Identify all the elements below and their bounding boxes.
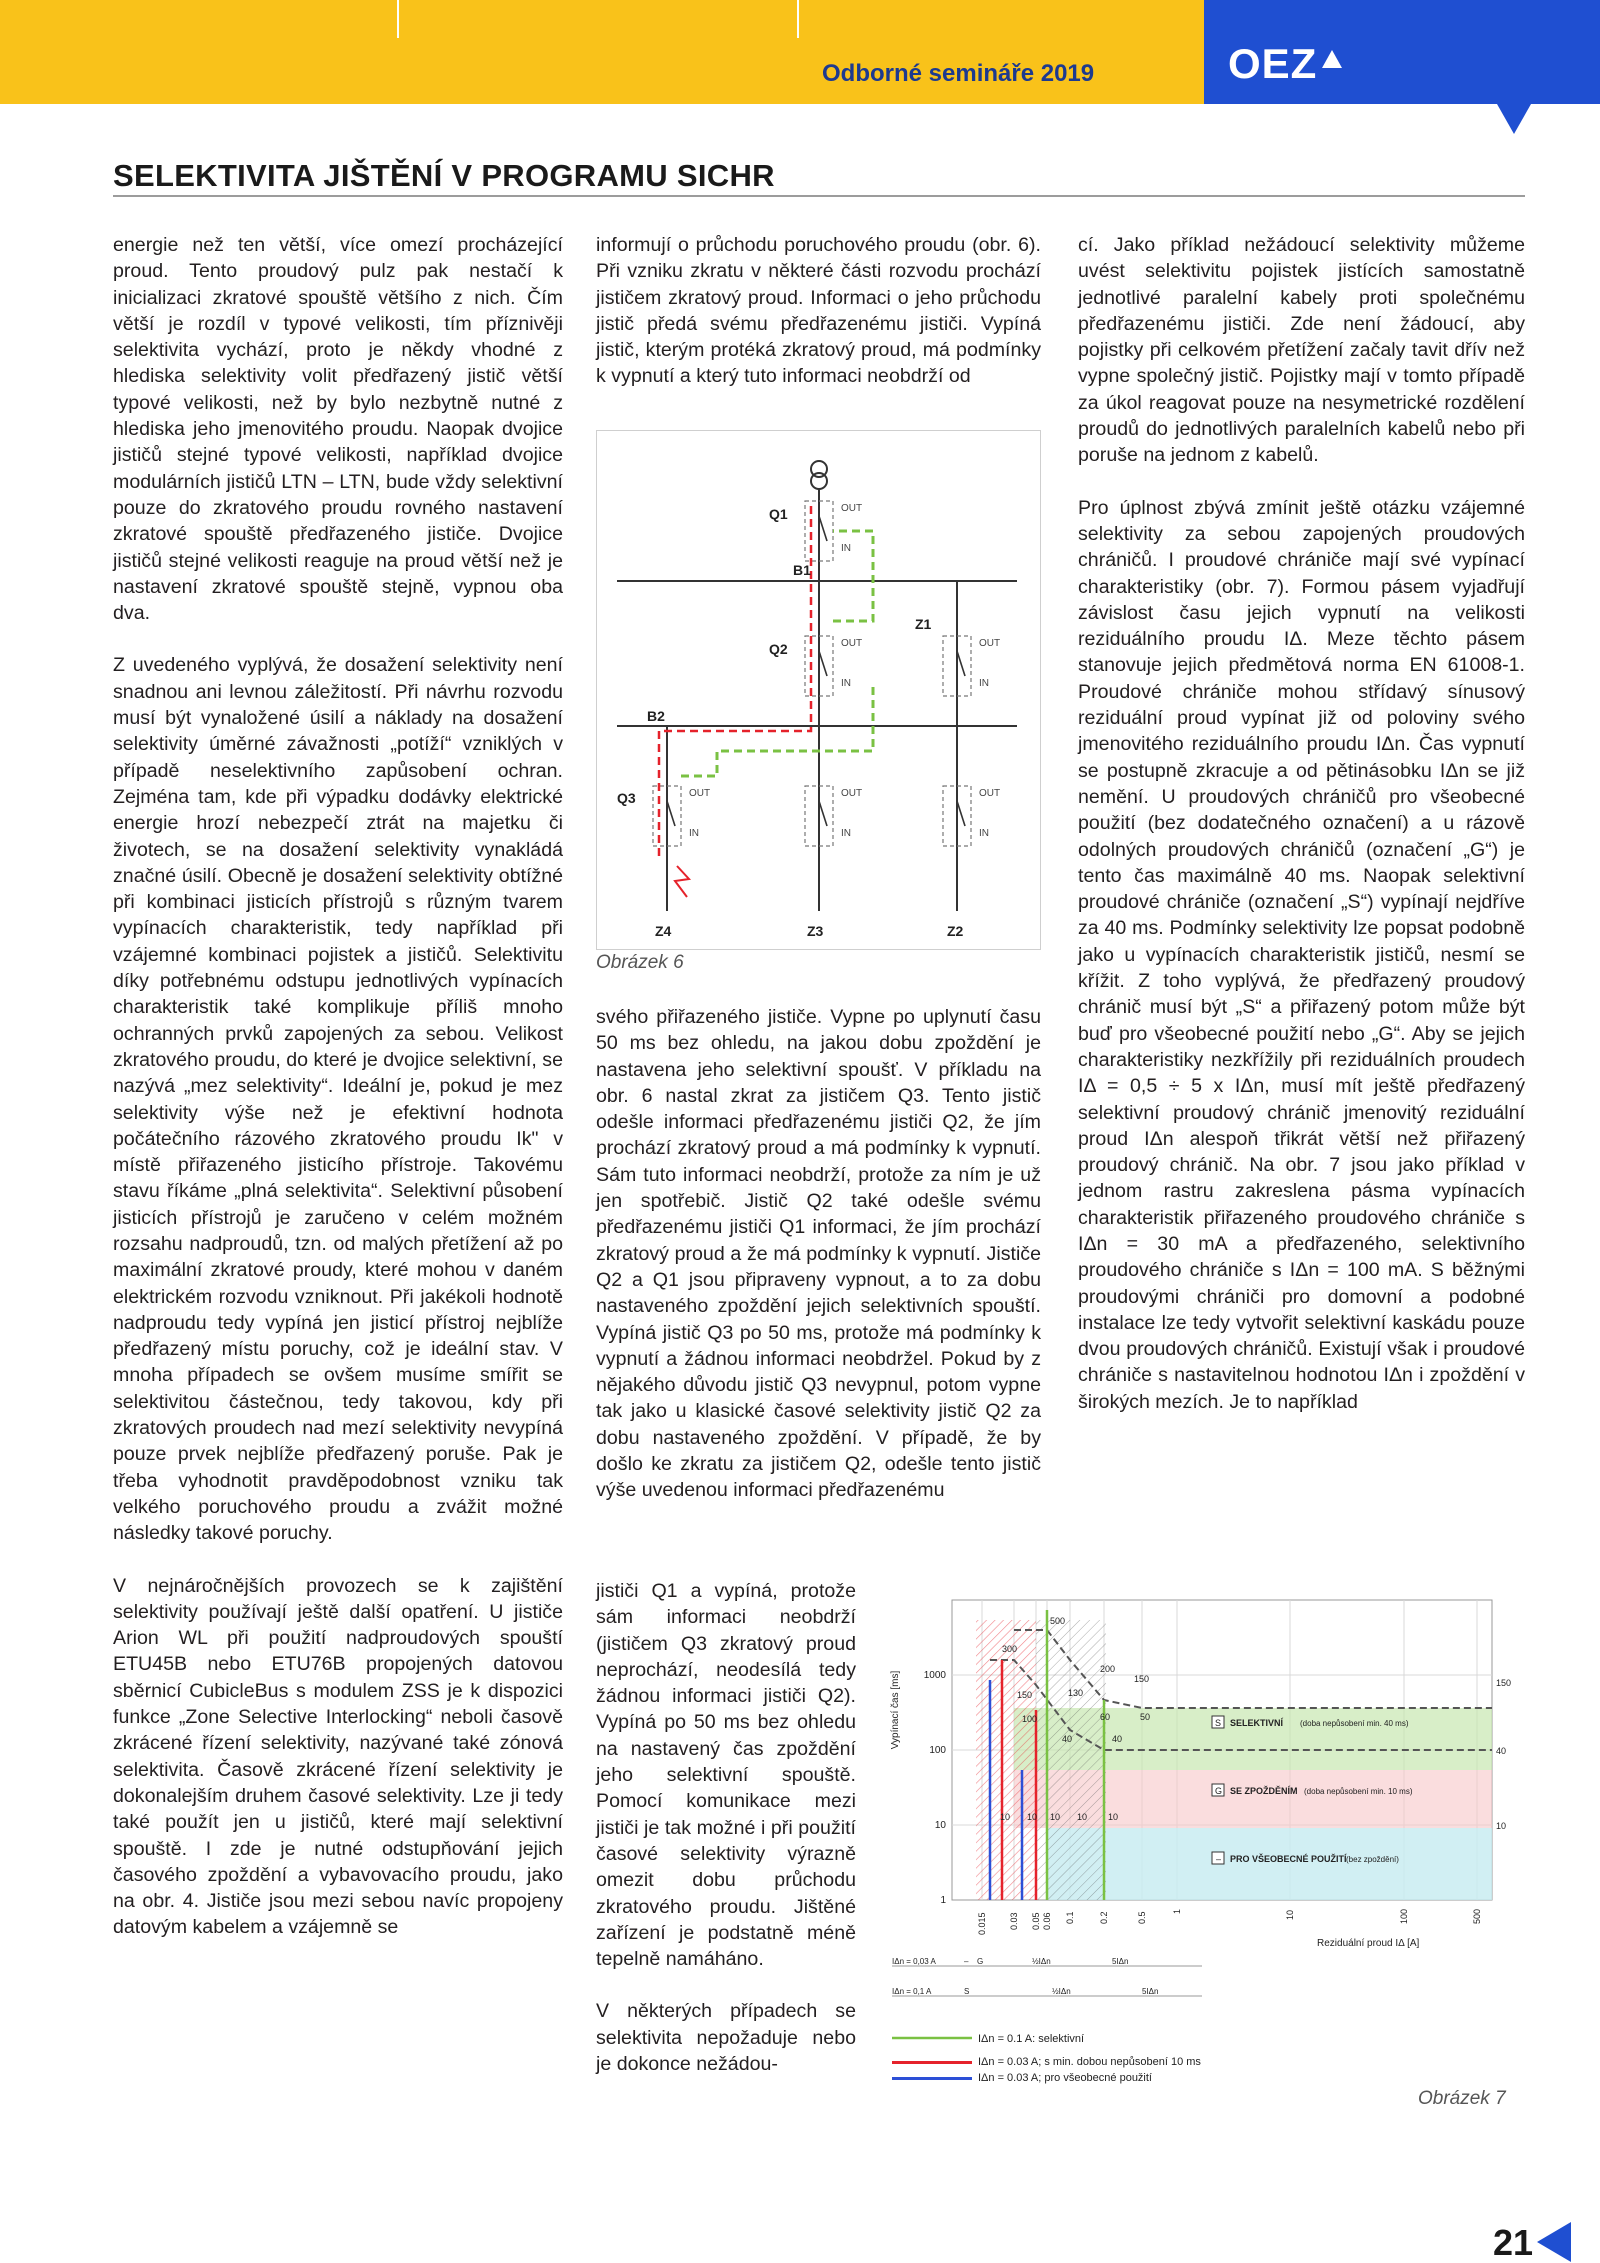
svg-text:0.2: 0.2 (1099, 1911, 1109, 1924)
svg-text:OUT: OUT (841, 788, 863, 799)
svg-text:OUT: OUT (979, 788, 1001, 799)
svg-text:150: 150 (1496, 1678, 1512, 1688)
svg-text:IN: IN (841, 543, 851, 554)
svg-text:0.1: 0.1 (1065, 1911, 1075, 1924)
x-axis-label: Reziduální proud IΔ [A] (1317, 1938, 1420, 1949)
svg-text:S: S (1215, 1718, 1222, 1728)
trip-characteristic-chart (872, 1590, 1525, 2050)
label-z4: Z4 (655, 923, 672, 939)
svg-text:10: 10 (1000, 1812, 1011, 1822)
svg-text:IN: IN (979, 678, 989, 689)
title-divider (113, 195, 1525, 197)
svg-text:(doba nepůsobení min. 10 ms): (doba nepůsobení min. 10 ms) (1304, 1787, 1413, 1796)
paragraph: V některých případech se selektivita nepožaduje nebo je dokonce nežádou- (596, 2000, 856, 2076)
svg-text:(bez zpoždění): (bez zpoždění) (1346, 1855, 1399, 1864)
band-general (1047, 1828, 1492, 1900)
svg-text:130: 130 (1068, 1688, 1084, 1698)
svg-text:150: 150 (1134, 1674, 1150, 1684)
legend-swatch (892, 2061, 972, 2064)
svg-text:500: 500 (1472, 1908, 1482, 1924)
svg-text:60: 60 (1100, 1712, 1111, 1722)
legend-item: IΔn = 0.03 A; s min. dobou nepůsobení 10 ms (892, 2054, 1292, 2070)
svg-text:–: – (1216, 1854, 1222, 1864)
svg-text:PRO VŠEOBECNÉ POUŽITÍ: PRO VŠEOBECNÉ POUŽITÍ (1230, 1854, 1347, 1864)
svg-text:100: 100 (1399, 1908, 1409, 1924)
svg-text:10: 10 (1496, 1821, 1507, 1831)
svg-text:(doba nepůsobení min. 40 ms): (doba nepůsobení min. 40 ms) (1300, 1719, 1409, 1728)
svg-text:10: 10 (934, 1820, 946, 1831)
svg-text:100: 100 (929, 1745, 946, 1756)
header-divider (797, 0, 799, 38)
svg-text:IΔn = 0,03 A: IΔn = 0,03 A (892, 1957, 936, 1966)
svg-text:10: 10 (1050, 1812, 1061, 1822)
svg-text:OUT: OUT (841, 503, 863, 514)
svg-text:0.05: 0.05 (1031, 1912, 1041, 1930)
svg-text:G: G (977, 1957, 984, 1966)
svg-text:10: 10 (1285, 1909, 1295, 1920)
svg-text:IΔn = 0,1 A: IΔn = 0,1 A (892, 1987, 932, 1996)
figure-7-caption: Obrázek 7 (1418, 2088, 1506, 2109)
logo-triangle-icon (1321, 48, 1343, 70)
svg-text:0.015: 0.015 (977, 1912, 987, 1935)
paragraph: informují o průchodu poruchového proudu (obr. 6). Při vzniku zkratu v některé části rozvodu prochází jističem zkratový proud. Informaci o jeho průchodu jistič předá svému předřazenému jističi. Vypíná jistič, kterým protéká zkratový proud, má podmínky k vypnutí a který tuto informaci neobdrží od (596, 234, 1041, 388)
svg-text:1: 1 (1172, 1908, 1182, 1914)
label-z1: Z1 (915, 616, 932, 632)
svg-text:1: 1 (940, 1895, 946, 1906)
text-column-2-bottom (596, 1578, 856, 2180)
paragraph: V nejnáročnějších provozech se k zajištění selektivity používají ještě další opatření. U jističe Arion WL při použití nadproudových spouští ETU45B nebo ETU76B propojených datovou sběrnicí CubicleBus s modulem ZSS je k dispozici funkce „Zone Selective Interlocking“ neboli časově zkrácené řízení selektivity, nazývané také zónová selektivita. Časově zkrácené řízení selektivity je dokonalejším druhem časové selektivity. Lze ji tedy také použít jen u jističů, které mají selektivní spouště. I zde je nutné odstupňování jejich časového zpoždění a vybavovacího proudu, jako na obr. 4. Jističe jsou mezi sebou navíc propojeny datovým kabelem a vzájemně se (113, 1574, 563, 1939)
label-b1: B1 (793, 562, 811, 578)
svg-text:40: 40 (1062, 1734, 1073, 1744)
figure-6-caption: Obrázek 6 (596, 952, 684, 973)
svg-text:–: – (964, 1957, 969, 1966)
label-q3: Q3 (617, 790, 636, 806)
svg-text:SELEKTIVNÍ: SELEKTIVNÍ (1230, 1718, 1284, 1728)
svg-text:½IΔn: ½IΔn (1052, 1987, 1071, 1996)
svg-text:IN: IN (689, 828, 699, 839)
svg-text:1000: 1000 (923, 1670, 946, 1681)
svg-text:0.06: 0.06 (1042, 1912, 1052, 1930)
legend-swatch (892, 2077, 972, 2080)
svg-text:G: G (1215, 1786, 1223, 1796)
svg-text:OUT: OUT (689, 788, 711, 799)
label-z2: Z2 (947, 923, 964, 939)
text-column-3 (1078, 232, 1525, 1584)
svg-text:100: 100 (1022, 1714, 1038, 1724)
svg-text:IN: IN (979, 828, 989, 839)
svg-text:300: 300 (1002, 1644, 1018, 1654)
svg-text:10: 10 (1108, 1812, 1119, 1822)
svg-text:5IΔn: 5IΔn (1142, 1987, 1159, 1996)
svg-text:5IΔn: 5IΔn (1112, 1957, 1129, 1966)
zone-selectivity-diagram (597, 431, 1039, 948)
svg-text:10: 10 (1077, 1812, 1088, 1822)
svg-text:IΔn = 0.1 A: selektivní: IΔn = 0.1 A: selektivní (978, 2033, 1085, 2045)
svg-text:40: 40 (1496, 1746, 1507, 1756)
svg-text:10: 10 (1027, 1812, 1038, 1822)
label-q2: Q2 (769, 641, 788, 657)
logo-pointer-icon (1497, 104, 1531, 134)
svg-text:50: 50 (1140, 1712, 1151, 1722)
text-column-1 (113, 232, 563, 2162)
svg-text:S: S (964, 1987, 970, 1996)
header-divider (397, 0, 399, 38)
text-column-2-top (596, 232, 1041, 418)
fault-current-path (659, 506, 811, 861)
svg-text:0.03: 0.03 (1009, 1912, 1019, 1930)
fault-lightning-icon (675, 866, 689, 897)
figure-6-diagram (596, 430, 1041, 950)
text-column-2-middle (596, 1004, 1041, 1576)
label-z3: Z3 (807, 923, 824, 939)
paragraph: cí. Jako příklad nežádoucí selektivity můžeme uvést selektivitu pojistek jistících samostatně jednotlivé paralelní kabely proti společnému předřazenému jističi. Zde není žádoucí, aby pojistky při celkovém přetížení začaly tavit dřív než vypne společný jistič. Pojistky mají v tomto případě za úkol reagovat pouze na nesymetrické rozdělení proudů do jednotlivých paralelních kabelů nebo při poruše na jednom z kabelů. (1078, 234, 1525, 467)
svg-text:IN: IN (841, 678, 851, 689)
hatch-red (976, 1620, 1036, 1900)
paragraph: Z uvedeného vyplývá, že dosažení selektivity není snadnou ani levnou záležitostí. Při návrhu rozvodu musí být vynaložené úsilí a náklady na dosažení selektivity úměrné závažnosti „potíží“ vzniklých v případě neselektivního zapůsobení ochran. Zejména tam, kde při výpadku dodávky elektrické energie hrozí nebezpečí ztrát na majetku či životech, se na dosažení selektivity vynakládá značné úsilí. Obecně je dosažení selektivity obtížné při kombinaci jisticích přístrojů s různým tvarem vypínacích charakteristik, tedy například při vzájemné kombinaci pojistek a jističů. Selektivitu díky potřebnému odstupu jednotlivých vypínacích charakteristik také komplikuje příliš mnoho ochranných prvků zapojených za sebou. Velikost zkratového proudu, do které je dvojice selektivní, se nazývá „mez selektivity“. Ideální je, pokud je mez selektivity výše než je efektivní hodnota počátečního rázového zkratového proudu Ik" v místě přiřazeného jisticího přístroje. Takovému stavu říkáme „plná selektivita“. Selektivní působení jisticích přístrojů je zaručeno v celém možném rozsahu nadproudů, tzn. od malých přetížení až po maximální zkratové proudy, které mohou v daném elektrickém rozvodu vzniknout. Při jakékoli hodnotě nadproudu tedy vypíná jen jisticí přístroj nejblíže předřazený místu poruchy, což je ideální stav. V mnoha případech se ovšem musíme smířit se selektivitou částečnou, tedy takovou, kdy při zkratových proudech nad mezí selektivity nevypíná pouze prvek nejblíže předřazený poruše. Pak je třeba vyhodnotit pravděpodobnost vzniku tak velkého poruchového proudu a zvážit možné následky takové poruchy. (113, 654, 563, 1545)
svg-text:IN: IN (841, 828, 851, 839)
page-title: SELEKTIVITA JIŠTĚNÍ V PROGRAMU SICHR (113, 158, 775, 193)
svg-text:0.5: 0.5 (1137, 1911, 1147, 1924)
svg-text:40: 40 (1112, 1734, 1123, 1744)
page-pointer-icon (1537, 2222, 1571, 2262)
paragraph: svého přiřazeného jističe. Vypne po uplynutí času 50 ms bez ohledu, na jakou dobu zpoždění je nastavena jeho selektivní spoušť. V příkladu na obr. 6 nastal zkrat za jističem Q3. Tento jistič odešle informaci předřazenému jističi Q2, že jím prochází zkratový proud a má podmínky k vypnutí. Sám tuto informaci neobdrží, protože za ním je už jen spotřebič. Jistič Q2 také odešle svému předřazenému jističi Q1 informaci, že jím prochází zkratový proud a že má podmínky k vypnutí. Jističe Q2 a Q1 jsou připraveny vypnout, a to za dobu nastaveného zpoždění jejich selektivních spouští. Vypíná jistič Q3 po 50 ms, protože má podmínky k vypnutí a žádnou informaci neobdržel. Pokud by z nějakého důvodu jistič Q3 nevypnul, potom vypne tak jako u klasické časové selektivity jistič Q2 za dobu nastaveného zpoždění. V případě, že by došlo ke zkratu za jističem Q2, odešle tento jistič výše uvedenou informaci předřazenému (596, 1006, 1041, 1502)
page-number: 21 (1493, 2222, 1534, 2263)
chart-legend-lower (892, 2054, 1292, 2086)
figure-7-trip-characteristics (872, 1590, 1525, 2050)
legend-item: IΔn = 0.03 A; pro všeobecné použití (892, 2070, 1292, 2086)
header-tagline: Odborné semináře 2019 (822, 60, 1095, 87)
label-b2: B2 (647, 708, 665, 724)
paragraph: jističi Q1 a vypíná, protože sám informaci neobdrží (jističem Q3 zkratový proud neprochází, neodesílá tedy žádnou informaci jističi Q2). Vypíná po 50 ms bez ohledu na nastavený čas zpoždění jeho selektivní spouště. Pomocí komunikace mezi jističi je tak možné i při použití časové selektivity výrazně omezit dobu průchodu zkratového proudu. Jištěné zařízení je podstatně méně tepelně namáháno. (596, 1580, 856, 1971)
svg-text:OUT: OUT (841, 638, 863, 649)
brand-logo (1204, 0, 1600, 104)
svg-text:200: 200 (1100, 1664, 1116, 1674)
svg-text:SE ZPOŽDĚNÍM: SE ZPOŽDĚNÍM (1230, 1786, 1298, 1796)
paragraph: Pro úplnost zbývá zmínit ještě otázku vzájemné selektivity za sebou zapojených proudových chráničů. I proudové chrániče mají své vypínací charakteristiky (obr. 7). Formou pásem vyjadřují závislost času jejich vypnutí na velikosti reziduálního proudu IΔ. Meze těchto pásem stanovuje jejich předmětová norma EN 61008-1. Proudové chrániče mohou střídavý sínusový reziduální proud vypínat již od poloviny svého jmenovitého reziduálního proudu IΔn. Čas vypnutí se postupně zkracuje a od pětinásobku IΔn se již nemění. U proudových chráničů pro všeobecné použití (bez dodatečného označení) a u rázově odolných proudových chráničů (označení „G“) je tento čas maximálně 40 ms. Naopak selektivní proudové chrániče (označení „S“) vypínají nejdříve za 40 ms. Podmínky selektivity lze popsat podobně jako u vypínacích charakteristik jističů, nesmí se křížit. Z toho vyplývá, že předřazený proudový chránič musí být „S“ a přiřazený potom může být buď pro všeobecné použití nebo „G“. Aby se jejich charakteristiky nezkřížily při reziduálních proudech IΔ = 0,5 ÷ 5 x IΔn, musí mít ještě předřazený selektivní proudový chránič jmenovitý reziduální proud IΔn alespoň třikrát větší než přiřazený proudový chránič. Na obr. 7 jsou jako příklad v jednom rastru zakreslena pásma vypínacích charakteristik přiřazeného proudového chrániče s IΔn = 30 mA a předřazeného, selektivního proudového chrániče s IΔn = 100 mA. S běžnými proudovými chrániči pro domovní a podobné instalace lze tedy vytvořit selektivní kaskádu pouze dvou proudových chráničů. Existují však i proudové chrániče s nastavitelnou hodnotou IΔn i zpoždění v širokých mezích. Je to například (1078, 496, 1525, 1413)
label-q1: Q1 (769, 506, 788, 522)
paragraph: energie než ten větší, více omezí procházející proud. Tento proudový pulz pak nestačí k inicializaci zkratové spouště většího z nich. Čím větší je rozdíl v typové velikosti, tím příznivěji selektivita vychází, proto je někdy vhodné z hlediska selektivity volit předřazený jistič větší typové velikosti, než by bylo nezbytně nutné z hlediska jeho jmenovitého proudu. Naopak dvojice jističů stejné typové velikosti, například dvojice modulárních jističů LTN – LTN, bude vždy selektivní pouze do zkratového proudu rovného nastavení zkratové spouště předřazeného jističe. Dvojice jističů stejné velikosti reaguje na proud větší než je nastavení zkratové spouště stejně, vypnou oba dva. (113, 234, 563, 625)
svg-text:OUT: OUT (979, 638, 1001, 649)
svg-text:500: 500 (1050, 1616, 1066, 1626)
svg-text:150: 150 (1017, 1690, 1033, 1700)
chart-legend (892, 2033, 1084, 2045)
logo-text: OEZ (1228, 40, 1318, 87)
y-axis-label: Vypínací čas [ms] (890, 1670, 901, 1750)
svg-text:½IΔn: ½IΔn (1032, 1957, 1051, 1966)
